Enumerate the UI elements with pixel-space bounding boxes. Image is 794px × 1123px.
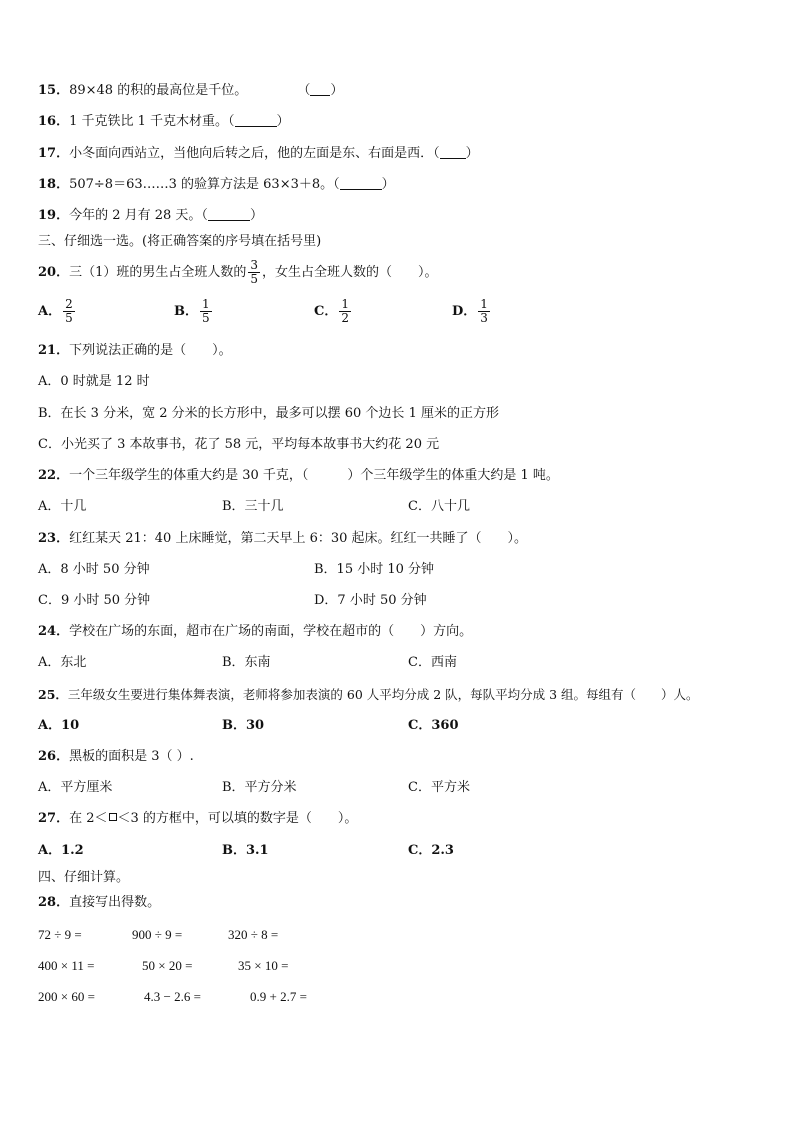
question-18 xyxy=(38,177,395,193)
answer-blank[interactable] xyxy=(235,114,277,127)
question-number: 15． xyxy=(38,83,70,98)
calc-item[interactable]: 900 ÷ 9 = xyxy=(132,927,183,942)
option-b[interactable]: B．15 小时 10 分钟 xyxy=(314,562,435,577)
fraction xyxy=(478,298,490,325)
paren-right: ） xyxy=(381,177,395,192)
option-c[interactable] xyxy=(314,298,353,325)
question-19 xyxy=(38,208,263,224)
question-24 xyxy=(38,624,472,640)
square-box-icon xyxy=(109,813,117,821)
fraction-numerator: 1 xyxy=(202,297,210,311)
calc-item[interactable]: 0.9 + 2.7 = xyxy=(250,989,307,1004)
question-text: 三年级女生要进行集体舞表演，老师将参加表演的 60 人平均分成 2 队，每队平均分成 3 组。每组有（ ）人。 xyxy=(67,687,699,702)
option-a[interactable] xyxy=(38,298,77,325)
question-25 xyxy=(38,687,699,703)
option-a[interactable]: A．1.2 xyxy=(38,843,84,858)
question-text: 学校在广场的东面，超市在广场的南面，学校在超市的（ ）方向。 xyxy=(69,624,473,639)
fraction xyxy=(248,259,260,286)
question-text-after: ，女生占全班人数的（ ）。 xyxy=(262,265,438,280)
calc-item[interactable]: 72 ÷ 9 = xyxy=(38,927,82,942)
answer-blank[interactable] xyxy=(310,83,330,96)
option-c[interactable]: C．2.3 xyxy=(408,843,454,858)
question-21 xyxy=(38,343,232,359)
answer-blank[interactable] xyxy=(440,146,466,159)
question-20 xyxy=(38,256,438,290)
question-text: 89×48 的积的最高位是千位。 xyxy=(69,83,248,98)
paren-right: ） xyxy=(276,114,290,129)
option-label: A． xyxy=(38,304,62,319)
fraction-numerator: 1 xyxy=(480,297,488,311)
question-number: 25． xyxy=(38,687,68,702)
question-23 xyxy=(38,531,527,547)
question-28 xyxy=(38,895,160,911)
fraction-numerator: 2 xyxy=(65,297,73,311)
calc-item[interactable]: 50 × 20 = xyxy=(142,958,193,973)
question-number: 17． xyxy=(38,146,70,161)
paren-right: ） xyxy=(465,146,479,161)
question-text: 今年的 2 月有 28 天。（ xyxy=(69,208,208,223)
question-text: 红红某天 21：40 上床睡觉，第二天早上 6：30 起床。红红一共睡了（ ）。 xyxy=(69,531,528,546)
fraction-numerator: 1 xyxy=(341,297,349,311)
option-label: B． xyxy=(174,304,198,319)
question-number: 26． xyxy=(38,749,70,764)
fraction xyxy=(200,298,212,325)
fraction-numerator: 3 xyxy=(250,258,259,272)
option-a[interactable]: A．10 xyxy=(38,718,80,733)
question-text: 一个三年级学生的体重大约是 30 千克，（ ）个三年级学生的体重大约是 1 吨。 xyxy=(69,468,559,483)
fraction-denominator: 5 xyxy=(202,311,210,325)
question-15 xyxy=(38,83,343,99)
paren-left: （ xyxy=(297,83,311,98)
question-number: 19． xyxy=(38,208,70,223)
question-text-after: ＜3 的方框中，可以填的数字是（ ）。 xyxy=(117,811,358,826)
question-number: 24． xyxy=(38,624,70,639)
question-27 xyxy=(38,811,357,827)
option-a[interactable]: A．8 小时 50 分钟 xyxy=(38,562,150,577)
option-c[interactable]: C．小光买了 3 本故事书，花了 58 元，平均每本故事书大约花 20 元 xyxy=(38,437,440,452)
calc-item[interactable]: 200 × 60 = xyxy=(38,989,95,1004)
option-b[interactable] xyxy=(174,298,214,325)
question-text: 黑板的面积是 3（ ）. xyxy=(69,749,194,764)
question-26 xyxy=(38,749,194,765)
option-d[interactable] xyxy=(452,298,492,325)
fraction-denominator: 3 xyxy=(480,311,488,325)
question-number: 23． xyxy=(38,531,70,546)
option-label: D． xyxy=(452,304,477,319)
question-text: 三（1）班的男生占全班人数的 xyxy=(69,265,247,280)
question-text: 507÷8＝63……3 的验算方法是 63×3＋8。（ xyxy=(69,177,340,192)
option-c[interactable]: C．平方米 xyxy=(408,780,470,795)
calc-item[interactable]: 320 ÷ 8 = xyxy=(228,927,279,942)
option-b[interactable]: B．三十几 xyxy=(222,499,284,514)
option-a[interactable]: A．0 时就是 12 时 xyxy=(38,374,150,389)
question-number: 16． xyxy=(38,114,70,129)
option-a[interactable]: A．平方厘米 xyxy=(38,780,113,795)
option-a[interactable]: A．东北 xyxy=(38,655,87,670)
option-c[interactable]: C．360 xyxy=(408,718,459,733)
question-text: 下列说法正确的是（ ）。 xyxy=(69,343,232,358)
option-b[interactable]: B．东南 xyxy=(222,655,271,670)
question-text: 1 千克铁比 1 千克木材重。（ xyxy=(69,114,235,129)
section-heading: 四、仔细计算。 xyxy=(38,870,130,885)
section-heading: 三、仔细选一选。(将正确答案的序号填在括号里) xyxy=(38,234,322,249)
question-number: 28． xyxy=(38,895,70,910)
option-c[interactable]: C．西南 xyxy=(408,655,457,670)
calc-item[interactable]: 400 × 11 = xyxy=(38,958,95,973)
option-c[interactable]: C．9 小时 50 分钟 xyxy=(38,593,151,608)
question-number: 20． xyxy=(38,265,70,280)
question-text: 小冬面向西站立，当他向后转之后，他的左面是东、右面是西．（ xyxy=(69,146,440,161)
question-number: 22． xyxy=(38,468,70,483)
paren-right: ） xyxy=(330,83,344,98)
fraction xyxy=(339,298,351,325)
calc-item[interactable]: 4.3 − 2.6 = xyxy=(144,989,201,1004)
fraction-denominator: 2 xyxy=(341,311,349,325)
answer-blank[interactable] xyxy=(340,177,382,190)
option-d[interactable]: D．7 小时 50 分钟 xyxy=(314,593,427,608)
question-number: 21． xyxy=(38,343,70,358)
option-label: C． xyxy=(314,304,338,319)
option-b[interactable]: B．平方分米 xyxy=(222,780,297,795)
answer-blank[interactable] xyxy=(208,208,250,221)
option-b[interactable]: B．3.1 xyxy=(222,843,269,858)
fraction-denominator: 5 xyxy=(65,311,73,325)
fraction-denominator: 5 xyxy=(250,272,259,286)
question-number: 27． xyxy=(38,811,70,826)
fraction xyxy=(63,298,75,325)
question-text: 直接写出得数。 xyxy=(69,895,161,910)
paren-right: ） xyxy=(249,208,263,223)
option-a[interactable]: A．十几 xyxy=(38,499,87,514)
calc-item[interactable]: 35 × 10 = xyxy=(238,958,289,973)
option-b[interactable]: B．在长 3 分米，宽 2 分米的长方形中，最多可以摆 60 个边长 1 厘米的正方形 xyxy=(38,406,499,421)
question-text: 在 2＜ xyxy=(69,811,108,826)
question-number: 18． xyxy=(38,177,70,192)
question-22 xyxy=(38,468,559,484)
option-b[interactable]: B．30 xyxy=(222,718,265,733)
question-16 xyxy=(38,114,290,130)
question-17 xyxy=(38,146,479,162)
option-c[interactable]: C．八十几 xyxy=(408,499,470,514)
